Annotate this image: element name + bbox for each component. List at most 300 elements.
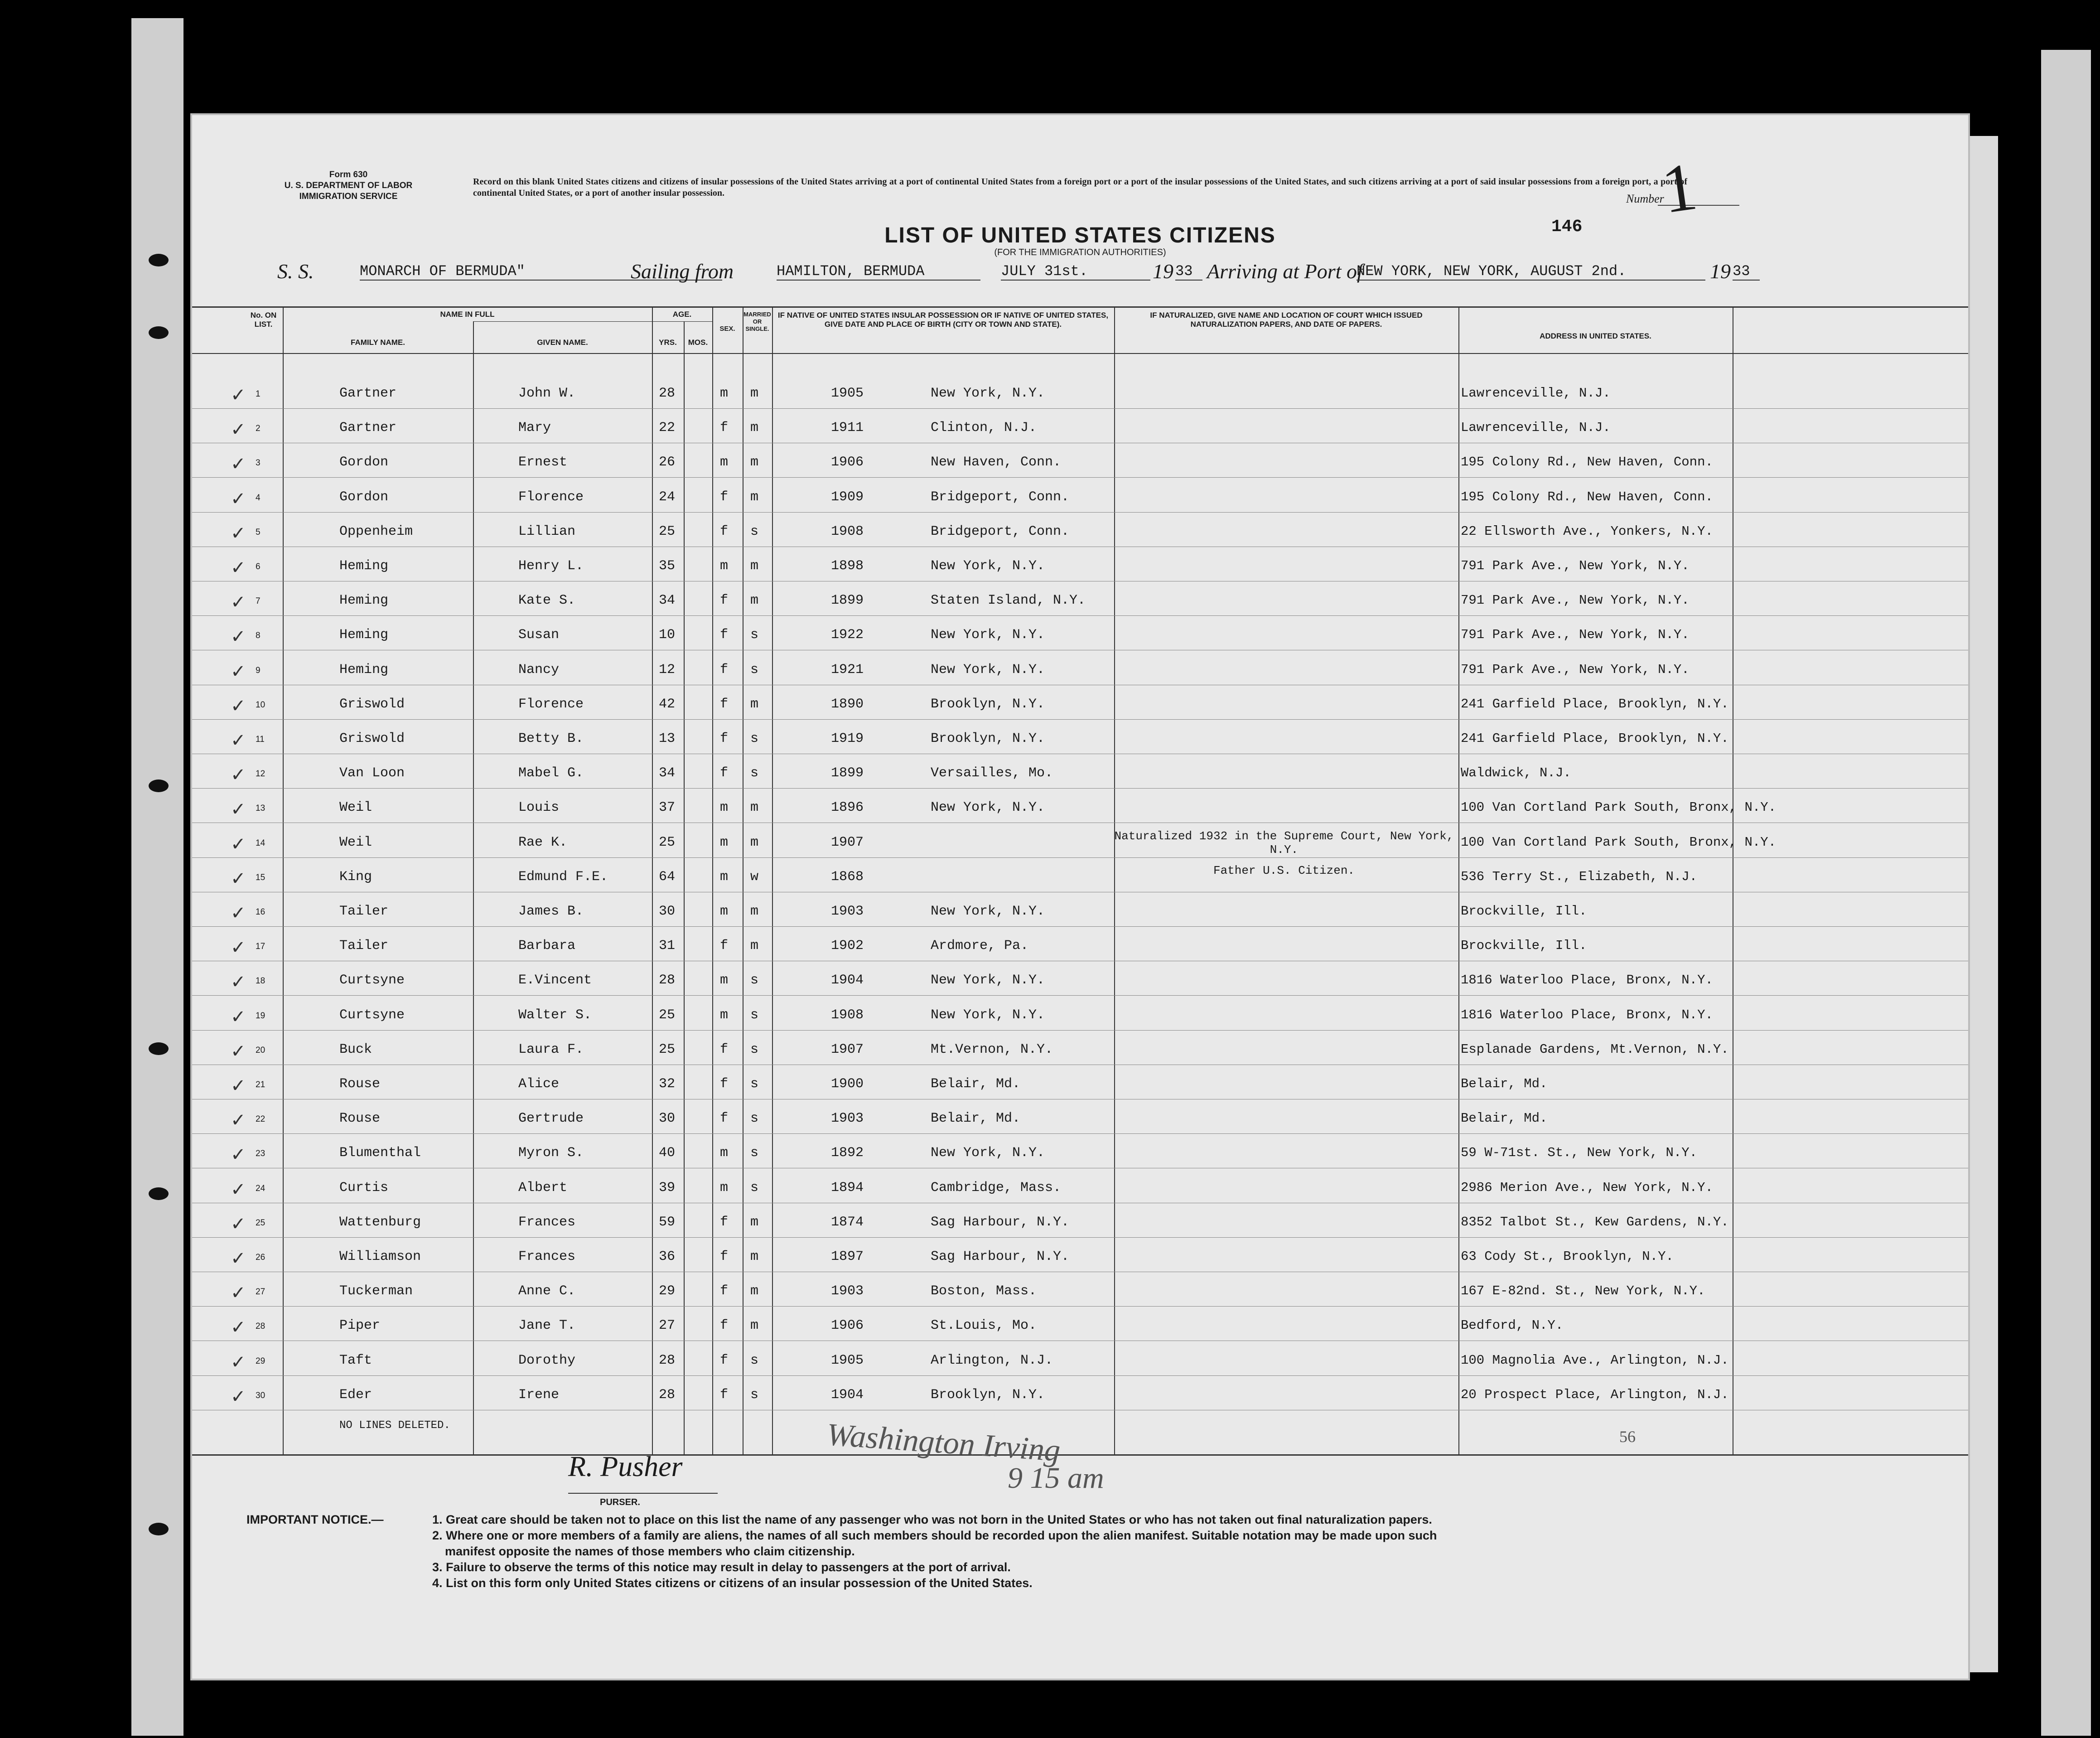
check-mark-icon: ✓ xyxy=(231,523,246,544)
birth-year: 1904 xyxy=(831,1387,864,1403)
address: Brockville, Ill. xyxy=(1461,938,1587,954)
marital-status: s xyxy=(750,1352,759,1368)
table-row xyxy=(192,687,1968,721)
given-name: Florence xyxy=(518,489,584,505)
check-mark-icon: ✓ xyxy=(231,765,246,786)
birth-place: New York, N.Y. xyxy=(931,904,1045,919)
given-name: Alice xyxy=(518,1076,560,1092)
birth-place: Versailles, Mo. xyxy=(931,765,1053,781)
check-mark-icon: ✓ xyxy=(231,1351,246,1373)
check-mark-icon: ✓ xyxy=(231,1144,246,1166)
birth-place: Brooklyn, N.Y. xyxy=(931,1387,1045,1403)
given-name: Anne C. xyxy=(518,1283,576,1299)
marital-status: s xyxy=(750,765,759,781)
address: Brockville, Ill. xyxy=(1461,904,1587,919)
marital-status: s xyxy=(750,1180,759,1196)
check-mark-icon: ✓ xyxy=(231,937,246,959)
family-name: Tailer xyxy=(339,938,389,954)
address: 20 Prospect Place, Arlington, N.J. xyxy=(1461,1387,1729,1402)
sex: m xyxy=(720,455,729,470)
table-row xyxy=(192,410,1968,444)
check-mark-icon: ✓ xyxy=(231,1006,246,1027)
given-name: Nancy xyxy=(518,662,560,678)
marital-status: m xyxy=(750,455,759,470)
form-identifier: Form 630 U. S. DEPARTMENT OF LABOR IMMIGRATION SERVICE xyxy=(284,170,413,201)
row-rule xyxy=(192,1133,1968,1134)
check-mark-icon: ✓ xyxy=(231,454,246,475)
page-stamp: 146 xyxy=(1551,217,1583,237)
age-years: 31 xyxy=(659,938,676,954)
age-years: 13 xyxy=(659,731,676,746)
marital-status: m xyxy=(750,558,759,574)
row-rule xyxy=(192,926,1968,927)
row-number: 7 xyxy=(256,596,261,606)
age-years: 12 xyxy=(659,662,676,678)
age-years: 34 xyxy=(659,765,676,781)
birth-year: 1868 xyxy=(831,869,864,885)
check-mark-icon: ✓ xyxy=(231,1317,246,1338)
binder-hole xyxy=(149,254,169,266)
family-name: Rouse xyxy=(339,1076,381,1092)
header-naturalized: IF NATURALIZED, GIVE NAME AND LOCATION OF COURT WHICH ISSUED NATURALIZATION PAPERS, AND DATE OF PAPERS. xyxy=(1150,311,1423,329)
given-name: Mary xyxy=(518,420,551,436)
row-rule xyxy=(192,1306,1968,1307)
sex: f xyxy=(720,489,729,505)
ship-name: MONARCH OF BERMUDA" xyxy=(360,263,722,281)
sex: m xyxy=(720,904,729,919)
arrival-year-prefix: 19 xyxy=(1710,260,1731,283)
age-years: 36 xyxy=(659,1249,676,1264)
sex: f xyxy=(720,523,729,539)
check-mark-icon: ✓ xyxy=(231,1248,246,1269)
row-rule xyxy=(192,1237,1968,1238)
age-years: 25 xyxy=(659,1007,676,1023)
row-rule xyxy=(192,1375,1968,1376)
table-row xyxy=(192,1343,1968,1377)
table-row xyxy=(192,755,1968,789)
check-mark-icon: ✓ xyxy=(231,1283,246,1304)
binder-hole xyxy=(149,1042,169,1055)
marital-status: m xyxy=(750,1249,759,1264)
check-mark-icon: ✓ xyxy=(231,1041,246,1062)
address: 100 Van Cortland Park South, Bronx, N.Y. xyxy=(1461,800,1777,815)
address: 1816 Waterloo Place, Bronx, N.Y. xyxy=(1461,973,1713,988)
age-years: 27 xyxy=(659,1318,676,1334)
check-mark-icon: ✓ xyxy=(231,903,246,924)
sex: f xyxy=(720,1352,729,1368)
table-row xyxy=(192,376,1968,410)
table-row xyxy=(192,548,1968,582)
check-mark-icon: ✓ xyxy=(231,730,246,751)
sex: f xyxy=(720,731,729,746)
row-number: 13 xyxy=(256,804,266,813)
sailing-port: HAMILTON, BERMUDA xyxy=(777,263,980,281)
header-given-name: GIVEN NAME. xyxy=(537,338,588,347)
birth-place: Arlington, N.J. xyxy=(931,1352,1053,1368)
left-binder-strip xyxy=(131,18,183,1736)
row-rule xyxy=(192,857,1968,858)
birth-year: 1904 xyxy=(831,973,864,988)
birth-year: 1906 xyxy=(831,455,864,470)
row-rule xyxy=(192,477,1968,478)
address: 59 W-71st. St., New York, N.Y. xyxy=(1461,1145,1698,1161)
age-years: 25 xyxy=(659,523,676,539)
row-number: 5 xyxy=(256,527,261,537)
family-name: Taft xyxy=(339,1352,372,1368)
birth-place: Sag Harbour, N.Y. xyxy=(931,1249,1070,1264)
age-years: 34 xyxy=(659,593,676,609)
birth-place: Staten Island, N.Y. xyxy=(931,593,1086,609)
family-name: Gartner xyxy=(339,420,397,436)
notice-item-1: 1. Great care should be taken not to place on this list the name of any passenger who was not born in the United States or who has not taken out final naturalization papers. xyxy=(432,1513,1432,1526)
sex: f xyxy=(720,420,729,436)
birth-year: 1874 xyxy=(831,1214,864,1230)
marital-status: s xyxy=(750,1076,759,1092)
address: 22 Ellsworth Ave., Yonkers, N.Y. xyxy=(1461,523,1713,539)
row-number: 16 xyxy=(256,907,266,917)
marital-status: s xyxy=(750,1007,759,1023)
birth-year: 1908 xyxy=(831,1007,864,1023)
address: 791 Park Ave., New York, N.Y. xyxy=(1461,593,1690,608)
table-bottom-border xyxy=(192,1454,1968,1456)
marital-status: m xyxy=(750,1214,759,1230)
address: 241 Garfield Place, Brooklyn, N.Y. xyxy=(1461,731,1729,746)
manifest-page xyxy=(190,113,1970,1680)
binder-hole xyxy=(149,779,169,792)
sex: f xyxy=(720,593,729,609)
given-name: Florence xyxy=(518,696,584,712)
row-number: 20 xyxy=(256,1045,266,1055)
family-name: Weil xyxy=(339,834,372,850)
age-years: 64 xyxy=(659,869,676,885)
family-name: Williamson xyxy=(339,1249,421,1264)
birth-year: 1894 xyxy=(831,1180,864,1196)
family-name: Wattenburg xyxy=(339,1214,421,1230)
header-name-in-full: NAME IN FULL xyxy=(440,310,495,319)
age-years: 40 xyxy=(659,1145,676,1161)
family-name: Eder xyxy=(339,1387,372,1403)
row-rule xyxy=(192,512,1968,513)
sex: m xyxy=(720,834,729,850)
page-subtitle: (FOR THE IMMIGRATION AUTHORITIES) xyxy=(994,247,1166,257)
check-mark-icon: ✓ xyxy=(231,488,246,509)
address: Lawrenceville, N.J. xyxy=(1461,420,1611,436)
subheader-divider xyxy=(473,321,712,322)
check-mark-icon: ✓ xyxy=(231,661,246,682)
table-row xyxy=(192,617,1968,651)
table-row xyxy=(192,1170,1968,1204)
family-name: Gartner xyxy=(339,386,397,401)
address: 536 Terry St., Elizabeth, N.J. xyxy=(1461,869,1698,884)
sex: f xyxy=(720,1249,729,1264)
sailing-date: JULY 31st. xyxy=(1001,263,1150,281)
table-row xyxy=(192,1205,1968,1239)
sex: m xyxy=(720,386,729,401)
check-mark-icon: ✓ xyxy=(231,1110,246,1131)
given-name: Kate S. xyxy=(518,593,576,609)
age-years: 30 xyxy=(659,1111,676,1127)
row-number: 25 xyxy=(256,1218,266,1228)
family-name: Tuckerman xyxy=(339,1283,413,1299)
table-row xyxy=(192,790,1968,824)
family-name: Gordon xyxy=(339,489,389,505)
address: 63 Cody St., Brooklyn, N.Y. xyxy=(1461,1249,1674,1264)
family-name: Curtsyne xyxy=(339,973,405,988)
row-number: 11 xyxy=(256,735,265,744)
family-name: Rouse xyxy=(339,1111,381,1127)
age-years: 30 xyxy=(659,904,676,919)
birth-place: Cambridge, Mass. xyxy=(931,1180,1062,1196)
marital-status: s xyxy=(750,973,759,988)
birth-place: New York, N.Y. xyxy=(931,558,1045,574)
marital-status: m xyxy=(750,386,759,401)
table-row xyxy=(192,1101,1968,1135)
marital-status: m xyxy=(750,489,759,505)
check-mark-icon: ✓ xyxy=(231,592,246,613)
birth-year: 1899 xyxy=(831,765,864,781)
table-row xyxy=(192,1135,1968,1169)
given-name: Myron S. xyxy=(518,1145,584,1161)
row-number: 3 xyxy=(256,458,261,468)
given-name: Edmund F.E. xyxy=(518,869,608,885)
sex: f xyxy=(720,1076,729,1092)
birth-place: St.Louis, Mo. xyxy=(931,1318,1037,1334)
family-name: Weil xyxy=(339,800,372,816)
notice-item-2-continued: manifest opposite the names of those members who claim citizenship. xyxy=(445,1544,855,1558)
check-mark-icon: ✓ xyxy=(231,799,246,820)
age-years: 28 xyxy=(659,1352,676,1368)
ss-label: S. S. xyxy=(277,260,314,283)
marital-status: m xyxy=(750,420,759,436)
address: 100 Van Cortland Park South, Bronx, N.Y. xyxy=(1461,834,1777,850)
table-row xyxy=(192,963,1968,997)
binder-hole xyxy=(149,1523,169,1535)
sex: f xyxy=(720,1283,729,1299)
row-rule xyxy=(192,1030,1968,1031)
birth-place: Brooklyn, N.Y. xyxy=(931,696,1045,712)
given-name: Ernest xyxy=(518,455,568,470)
address: 791 Park Ave., New York, N.Y. xyxy=(1461,662,1690,677)
marital-status: s xyxy=(750,1145,759,1161)
notice-item-4: 4. List on this form only United States citizens or citizens of an insular possession of the United States. xyxy=(432,1576,1033,1590)
birth-place: New York, N.Y. xyxy=(931,1145,1045,1161)
marital-status: m xyxy=(750,1318,759,1334)
given-name: Susan xyxy=(518,627,560,643)
address: Lawrenceville, N.J. xyxy=(1461,386,1611,401)
row-number: 1 xyxy=(256,389,261,399)
birth-year: 1911 xyxy=(831,420,864,436)
address: Belair, Md. xyxy=(1461,1076,1548,1091)
row-number: 28 xyxy=(256,1322,266,1331)
marital-status: s xyxy=(750,1387,759,1403)
table-row xyxy=(192,997,1968,1031)
birth-year: 1907 xyxy=(831,834,864,850)
sex: f xyxy=(720,627,729,643)
address: 195 Colony Rd., New Haven, Conn. xyxy=(1461,489,1713,504)
birth-place: Clinton, N.J. xyxy=(931,420,1037,436)
birth-year: 1907 xyxy=(831,1041,864,1057)
sailing-year: 33 xyxy=(1175,263,1202,281)
marital-status: m xyxy=(750,904,759,919)
sex: f xyxy=(720,938,729,954)
header-family-name: FAMILY NAME. xyxy=(351,338,405,347)
given-name: Albert xyxy=(518,1180,568,1196)
row-number: 6 xyxy=(256,562,261,571)
row-number: 8 xyxy=(256,631,261,641)
row-number: 2 xyxy=(256,424,261,434)
marital-status: s xyxy=(750,662,759,678)
marital-status: m xyxy=(750,834,759,850)
purser-signature: R. Pusher xyxy=(568,1450,683,1482)
sex: m xyxy=(720,1145,729,1161)
birth-year: 1905 xyxy=(831,1352,864,1368)
given-name: Louis xyxy=(518,800,560,816)
address: 791 Park Ave., New York, N.Y. xyxy=(1461,627,1690,643)
sex: m xyxy=(720,800,729,816)
check-mark-icon: ✓ xyxy=(231,1075,246,1096)
marital-status: m xyxy=(750,938,759,954)
address: 241 Garfield Place, Brooklyn, N.Y. xyxy=(1461,696,1729,712)
table-row xyxy=(192,1239,1968,1273)
sex: m xyxy=(720,1180,729,1196)
family-name: Curtsyne xyxy=(339,1007,405,1023)
row-number: 21 xyxy=(256,1080,266,1089)
age-years: 10 xyxy=(659,627,676,643)
age-years: 24 xyxy=(659,489,676,505)
birth-place: Mt.Vernon, N.Y. xyxy=(931,1041,1053,1057)
table-row xyxy=(192,721,1968,755)
address: 8352 Talbot St., Kew Gardens, N.Y. xyxy=(1461,1214,1729,1230)
birth-year: 1903 xyxy=(831,904,864,919)
age-years: 32 xyxy=(659,1076,676,1092)
given-name: Henry L. xyxy=(518,558,584,574)
row-number: 23 xyxy=(256,1149,266,1159)
sex: m xyxy=(720,869,729,885)
birth-year: 1890 xyxy=(831,696,864,712)
given-name: Walter S. xyxy=(518,1007,592,1023)
check-mark-icon: ✓ xyxy=(231,833,246,855)
row-number: 26 xyxy=(256,1253,266,1262)
address: 2986 Merion Ave., New York, N.Y. xyxy=(1461,1180,1713,1195)
check-mark-icon: ✓ xyxy=(231,868,246,889)
given-name: Dorothy xyxy=(518,1352,576,1368)
check-mark-icon: ✓ xyxy=(231,972,246,993)
birth-year: 1903 xyxy=(831,1111,864,1127)
age-years: 25 xyxy=(659,1041,676,1057)
birth-year: 1900 xyxy=(831,1076,864,1092)
header-no: No. ON LIST. xyxy=(250,311,277,329)
right-binder-strip xyxy=(2041,50,2091,1736)
address: Esplanade Gardens, Mt.Vernon, N.Y. xyxy=(1461,1041,1729,1057)
birth-place: New York, N.Y. xyxy=(931,627,1045,643)
row-rule xyxy=(192,719,1968,720)
address: Waldwick, N.J. xyxy=(1461,765,1571,781)
binder-hole xyxy=(149,1187,169,1200)
check-mark-icon: ✓ xyxy=(231,1386,246,1407)
birth-place: Sag Harbour, N.Y. xyxy=(931,1214,1070,1230)
sex: f xyxy=(720,1387,729,1403)
age-years: 28 xyxy=(659,1387,676,1403)
family-name: Oppenheim xyxy=(339,523,413,539)
sex: f xyxy=(720,662,729,678)
naturalization-note: Naturalized 1932 in the Supreme Court, New York, N.Y. xyxy=(1114,829,1454,857)
notice-item-2: 2. Where one or more members of a family are aliens, the names of all such members should be recorded upon the alien manifest. Suitable notation may be made upon such xyxy=(432,1529,1437,1542)
row-number: 22 xyxy=(256,1114,266,1124)
arriving-label: Arriving at Port of xyxy=(1207,260,1363,283)
table-row xyxy=(192,445,1968,479)
marital-status: w xyxy=(750,869,759,885)
marital-status: m xyxy=(750,696,759,712)
row-number: 4 xyxy=(256,493,261,503)
row-number: 29 xyxy=(256,1356,266,1366)
age-years: 37 xyxy=(659,800,676,816)
given-name: Frances xyxy=(518,1214,576,1230)
birth-place: Ardmore, Pa. xyxy=(931,938,1029,954)
family-name: Tailer xyxy=(339,904,389,919)
birth-place: Belair, Md. xyxy=(931,1076,1021,1092)
check-mark-icon: ✓ xyxy=(231,557,246,578)
table-row xyxy=(192,1377,1968,1411)
check-mark-icon: ✓ xyxy=(231,695,246,717)
arrival-year: 33 xyxy=(1733,263,1760,281)
birth-place: Bridgeport, Conn. xyxy=(931,523,1070,539)
birth-year: 1919 xyxy=(831,731,864,746)
birth-year: 1902 xyxy=(831,938,864,954)
sex: m xyxy=(720,1007,729,1023)
birth-place: New York, N.Y. xyxy=(931,386,1045,401)
birth-place: Brooklyn, N.Y. xyxy=(931,731,1045,746)
age-years: 26 xyxy=(659,455,676,470)
check-mark-icon: ✓ xyxy=(231,419,246,441)
header-years: YRS. xyxy=(659,338,677,347)
sex: f xyxy=(720,765,729,781)
marital-status: s xyxy=(750,1111,759,1127)
birth-year: 1903 xyxy=(831,1283,864,1299)
age-years: 42 xyxy=(659,696,676,712)
check-mark-icon: ✓ xyxy=(231,626,246,648)
page-title: LIST OF UNITED STATES CITIZENS xyxy=(884,223,1276,247)
birth-year: 1897 xyxy=(831,1249,864,1264)
family-name: Heming xyxy=(339,593,389,609)
birth-year: 1906 xyxy=(831,1318,864,1334)
sex: f xyxy=(720,1214,729,1230)
sex: f xyxy=(720,1111,729,1127)
address: Belair, Md. xyxy=(1461,1111,1548,1126)
age-years: 29 xyxy=(659,1283,676,1299)
header-age: AGE. xyxy=(672,310,692,319)
row-number: 19 xyxy=(256,1011,266,1021)
header-bottom-border xyxy=(192,353,1968,354)
table-top-border xyxy=(192,306,1968,308)
sailing-from-label: Sailing from xyxy=(631,260,734,283)
table-row xyxy=(192,894,1968,928)
row-number: 18 xyxy=(256,976,266,986)
number-label: Number xyxy=(1626,192,1664,205)
table-row xyxy=(192,1308,1968,1342)
header-address: ADDRESS IN UNITED STATES. xyxy=(1540,332,1651,340)
birth-place: New York, N.Y. xyxy=(931,800,1045,816)
arrival-port-date: NEW YORK, NEW YORK, AUGUST 2nd. xyxy=(1357,263,1705,281)
birth-place: New Haven, Conn. xyxy=(931,455,1062,470)
given-name: Gertrude xyxy=(518,1111,584,1127)
row-number: 10 xyxy=(256,700,266,710)
table-row xyxy=(192,1066,1968,1100)
table-row xyxy=(192,652,1968,686)
table-row xyxy=(192,859,1968,893)
given-name: Rae K. xyxy=(518,834,568,850)
row-number: 12 xyxy=(256,769,266,779)
check-mark-icon: ✓ xyxy=(231,385,246,406)
